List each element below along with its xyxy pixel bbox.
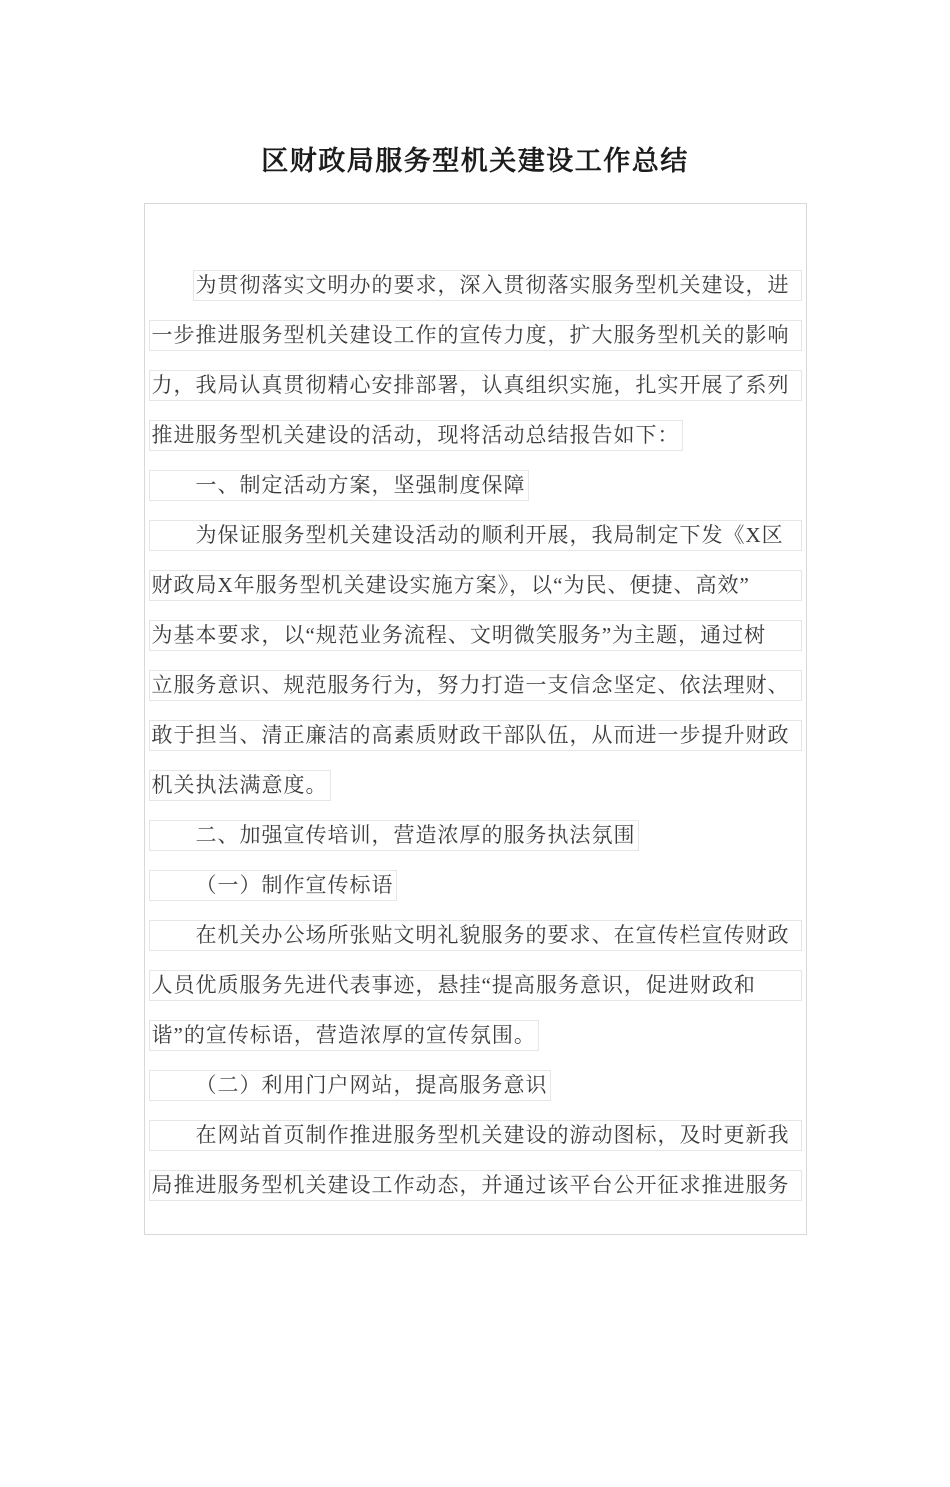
- subsection-heading-line: [149, 1070, 802, 1101]
- text-run: 二、加强宣传培训，营造浓厚的服务执法氛围: [149, 820, 639, 851]
- text-run: 为保证服务型机关建设活动的顺利开展，我局制定下发《X区: [149, 520, 802, 551]
- text-line: [149, 620, 802, 651]
- text-run: 为基本要求，以“规范业务流程、文明微笑服务”为主题，通过树: [149, 620, 802, 651]
- text-line: [149, 1170, 802, 1201]
- text-run: 力，我局认真贯彻精心安排部署，认真组织实施，扎实开展了系列: [149, 370, 802, 401]
- text-run: 人员优质服务先进代表事迹，悬挂“提高服务意识，促进财政和: [149, 970, 802, 1001]
- text-run: 谐”的宣传标语，营造浓厚的宣传氛围。: [149, 1020, 539, 1051]
- text-run: 在机关办公场所张贴文明礼貌服务的要求、在宣传栏宣传财政: [149, 920, 802, 951]
- subsection-heading-line: [149, 870, 802, 901]
- text-run: 机关执法满意度。: [149, 770, 331, 801]
- text-line: [149, 970, 802, 1001]
- text-line: [149, 570, 802, 601]
- document-page: [0, 143, 950, 1487]
- text-run: 立服务意识、规范服务行为，努力打造一支信念坚定、依法理财、: [149, 670, 802, 701]
- text-run: （一）制作宣传标语: [149, 870, 397, 901]
- text-line: [149, 320, 802, 351]
- text-line: [149, 1120, 802, 1151]
- text-run: 为贯彻落实文明办的要求，深入贯彻落实服务型机关建设，进: [193, 270, 802, 301]
- text-run: 一步推进服务型机关建设工作的宣传力度，扩大服务型机关的影响: [149, 320, 802, 351]
- text-run: 一、制定活动方案，坚强制度保障: [149, 470, 529, 501]
- section-heading-line: [149, 820, 802, 851]
- text-line: [149, 670, 802, 701]
- document-title: 区财政局服务型机关建设工作总结: [261, 146, 689, 176]
- text-run: （二）利用门户网站，提高服务意识: [149, 1070, 551, 1101]
- text-line: [149, 1020, 802, 1051]
- document-body: [144, 203, 807, 1235]
- text-line: [149, 720, 802, 751]
- text-line: [149, 520, 802, 551]
- text-line: [149, 920, 802, 951]
- text-run: 在网站首页制作推进服务型机关建设的游动图标，及时更新我: [149, 1120, 802, 1151]
- text-line: [149, 770, 802, 801]
- text-run: 敢于担当、清正廉洁的高素质财政干部队伍，从而进一步提升财政: [149, 720, 802, 751]
- text-run: 推进服务型机关建设的活动，现将活动总结报告如下：: [149, 420, 683, 451]
- section-heading-line: [149, 470, 802, 501]
- text-line: [149, 420, 802, 451]
- text-run: 财政局X年服务型机关建设实施方案》，以“为民、便捷、高效”: [149, 570, 802, 601]
- text-line: [149, 370, 802, 401]
- text-run: 局推进服务型机关建设工作动态，并通过该平台公开征求推进服务: [149, 1170, 802, 1201]
- text-line: [149, 270, 802, 301]
